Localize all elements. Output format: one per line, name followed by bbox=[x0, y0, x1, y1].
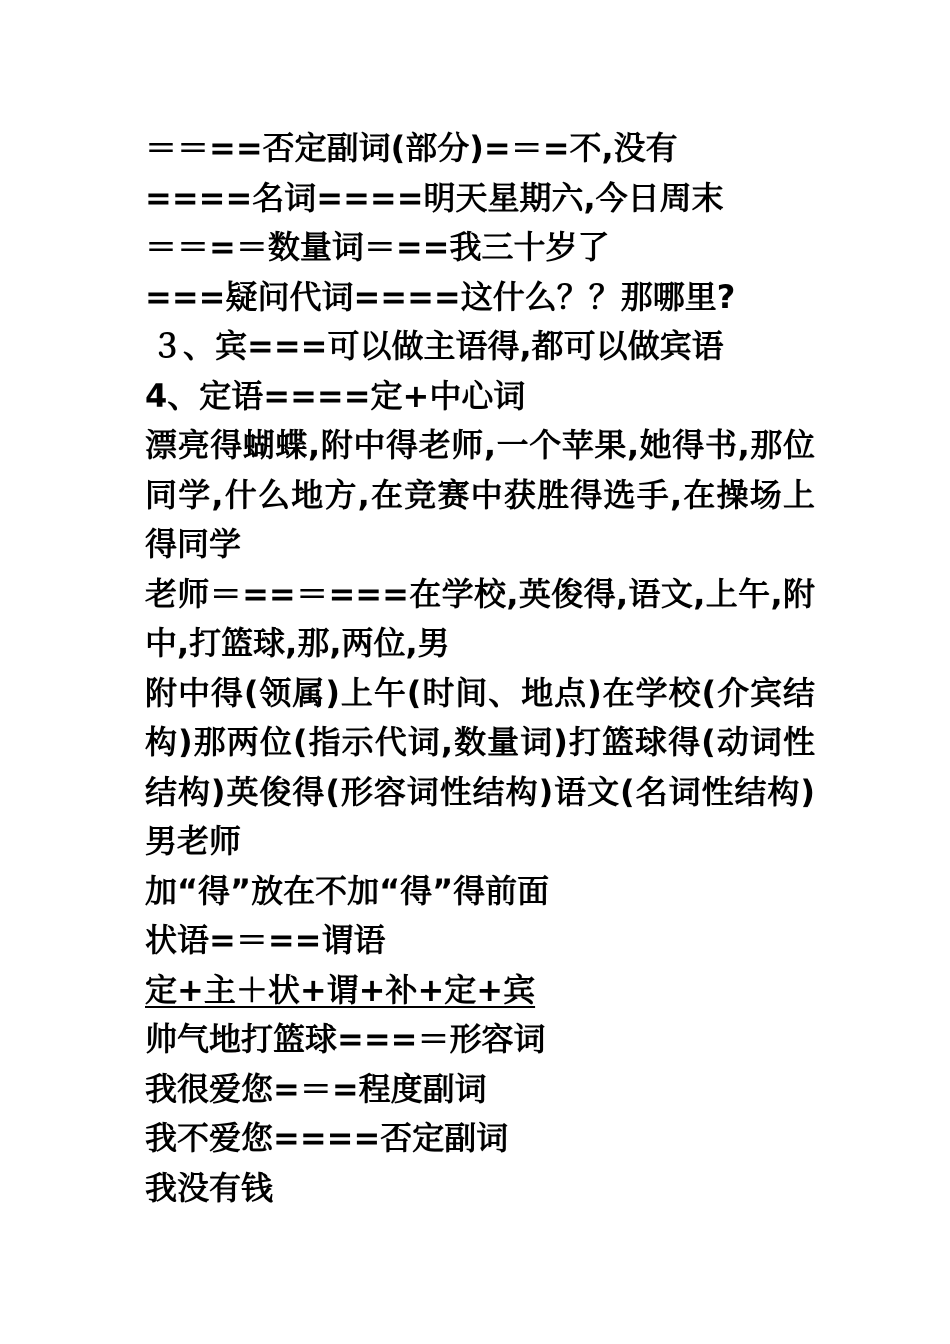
text-line-attributive: 4、定语====定+中心词 bbox=[145, 376, 526, 415]
text-line-noun: ====名词====明天星期六,今日周末 bbox=[145, 178, 724, 217]
text-line-example-degree-adverb: 我很爱您=＝=程度副词 bbox=[145, 1069, 487, 1108]
text-line-object: ３、宾===可以做主语得,都可以做宾语 bbox=[151, 327, 724, 365]
text-paragraph-examples: 漂亮得蝴蝶,附中得老师,一个苹果,她得书,那位同学,什么地方,在竞赛中获胜得选手,在操场上得同学 bbox=[145, 426, 815, 563]
text-line-de-rule: 加“得”放在不加“得”得前面 bbox=[145, 871, 550, 910]
text-line-interrogative-pronoun: ===疑问代词====这什么？？那哪里? bbox=[145, 277, 736, 316]
text-line-negation-adverb: ＝＝==否定副词(部分)=＝=不,没有 bbox=[145, 129, 678, 167]
text-line-example-no-money: 我没有钱 bbox=[145, 1168, 274, 1207]
document-body bbox=[145, 124, 815, 1213]
text-paragraph-teacher: 老师＝==＝===在学校,英俊得,语文,上午,附中,打篮球,那,两位,男 bbox=[145, 574, 815, 662]
text-line-sentence-order: 定+主＋状+谓+补+定+宾 bbox=[145, 970, 536, 1009]
text-line-example-adjective: 帅气地打篮球===＝形容词 bbox=[145, 1020, 546, 1058]
text-line-numeral: ＝＝=＝数量词＝==我三十岁了 bbox=[145, 228, 610, 266]
text-line-adverbial: 状语=＝==谓语 bbox=[145, 921, 386, 959]
text-line-example-negation-adverb: 我不爱您====否定副词 bbox=[145, 1119, 509, 1157]
text-paragraph-analysis: 附中得(领属)上午(时间、地点)在学校(介宾结构)那两位(指示代词,数量词)打篮球得(动词性结构)英俊得(形容词性结构)语文(名词性结构)男老师 bbox=[145, 673, 815, 860]
